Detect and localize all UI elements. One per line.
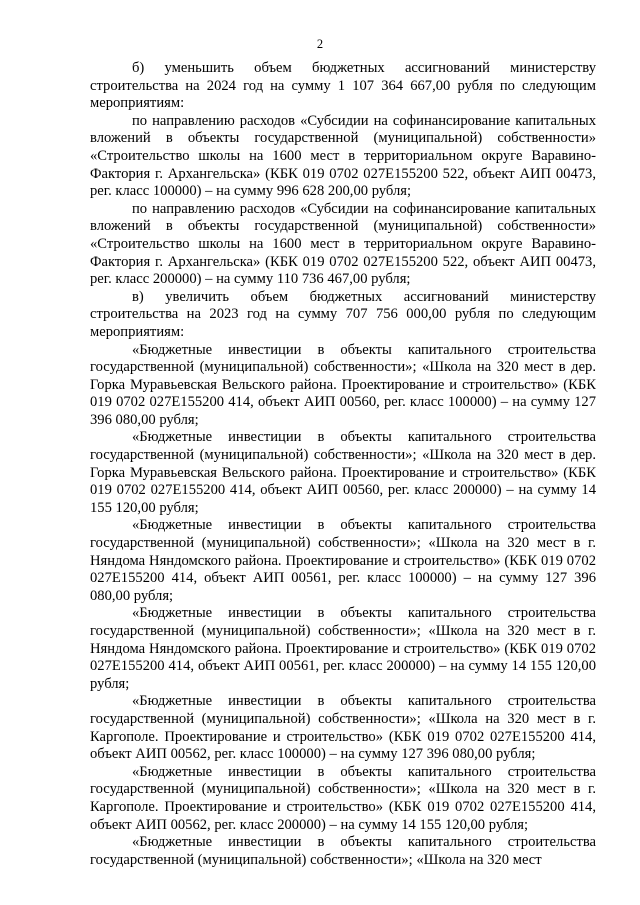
document-body	[90, 60, 596, 869]
paragraph-continued: «Бюджетные инвестиции в объекты капитального строительства государственной (муниципальной) собственности»; «Школа на 320 мест	[90, 834, 596, 868]
paragraph-subsidy-class-100000: по направлению расходов «Субсидии на софинансирование капитальных вложений в объекты государственной (муниципальной) собственности» «Строительство школы на 1600 мест в территориальном округе Варавино-Фактория г. Архангельска» (КБК 019 0702 027Е155200 522, объект АИП 00473, рег. класс 100000) – на сумму 996 628 200,00 рубля;	[90, 112, 596, 200]
paragraph-nyandoma-class-100000: «Бюджетные инвестиции в объекты капитального строительства государственной (муниципальной) собственности»; «Школа на 320 мест в г. Няндома Няндомского района. Проектирование и строительство» (КБК 019 0702 027Е155200 414, объект АИП 00561, рег. класс 100000) – на сумму 127 396 080,00 рубля;	[90, 517, 596, 604]
paragraph-gorka-class-100000: «Бюджетные инвестиции в объекты капитального строительства государственной (муниципальной) собственности»; «Школа на 320 мест в дер. Горка Муравьевская Вельского района. Проектирование и строительство» (КБК 019 0702 027Е155200 414, объект АИП 00560, рег. класс 100000) – на сумму 127 396 080,00 рубля;	[90, 341, 596, 428]
paragraph-nyandoma-class-200000: «Бюджетные инвестиции в объекты капитального строительства государственной (муниципальной) собственности»; «Школа на 320 мест в г. Няндома Няндомского района. Проектирование и строительство» (КБК 019 0702 027Е155200 414, объект АИП 00561, рег. класс 200000) – на сумму 14 155 120,00 рубля;	[90, 605, 596, 692]
paragraph-decrease-2024: б) уменьшить объем бюджетных ассигнований министерству строительства на 2024 год на сумму 1 107 364 667,00 рубля по следующим мероприятиям:	[90, 60, 596, 112]
paragraph-kargopol-class-100000: «Бюджетные инвестиции в объекты капитального строительства государственной (муниципальной) собственности»; «Школа на 320 мест в г. Каргополе. Проектирование и строительство» (КБК 019 0702 027Е155200 414, объект АИП 00562, рег. класс 100000) – на сумму 127 396 080,00 рубля;	[90, 693, 596, 763]
page-number: 2	[316, 37, 324, 51]
paragraph-increase-2023: в) увеличить объем бюджетных ассигнований министерству строительства на 2023 год на сумму 707 756 000,00 рубля по следующим мероприятиям:	[90, 288, 596, 340]
paragraph-kargopol-class-200000: «Бюджетные инвестиции в объекты капитального строительства государственной (муниципальной) собственности»; «Школа на 320 мест в г. Каргополе. Проектирование и строительство» (КБК 019 0702 027Е155200 414, объект АИП 00562, рег. класс 200000) – на сумму 14 155 120,00 рубля;	[90, 763, 596, 833]
paragraph-subsidy-class-200000: по направлению расходов «Субсидии на софинансирование капитальных вложений в объекты государственной (муниципальной) собственности» «Строительство школы на 1600 мест в территориальном округе Варавино-Фактория г. Архангельска» (КБК 019 0702 027Е155200 522, объект АИП 00473, рег. класс 200000) – на сумму 110 736 467,00 рубля;	[90, 200, 596, 288]
paragraph-gorka-class-200000: «Бюджетные инвестиции в объекты капитального строительства государственной (муниципальной) собственности»; «Школа на 320 мест в дер. Горка Муравьевская Вельского района. Проектирование и строительство» (КБК 019 0702 027Е155200 414, объект АИП 00560, рег. класс 200000) – на сумму 14 155 120,00 рубля;	[90, 429, 596, 516]
